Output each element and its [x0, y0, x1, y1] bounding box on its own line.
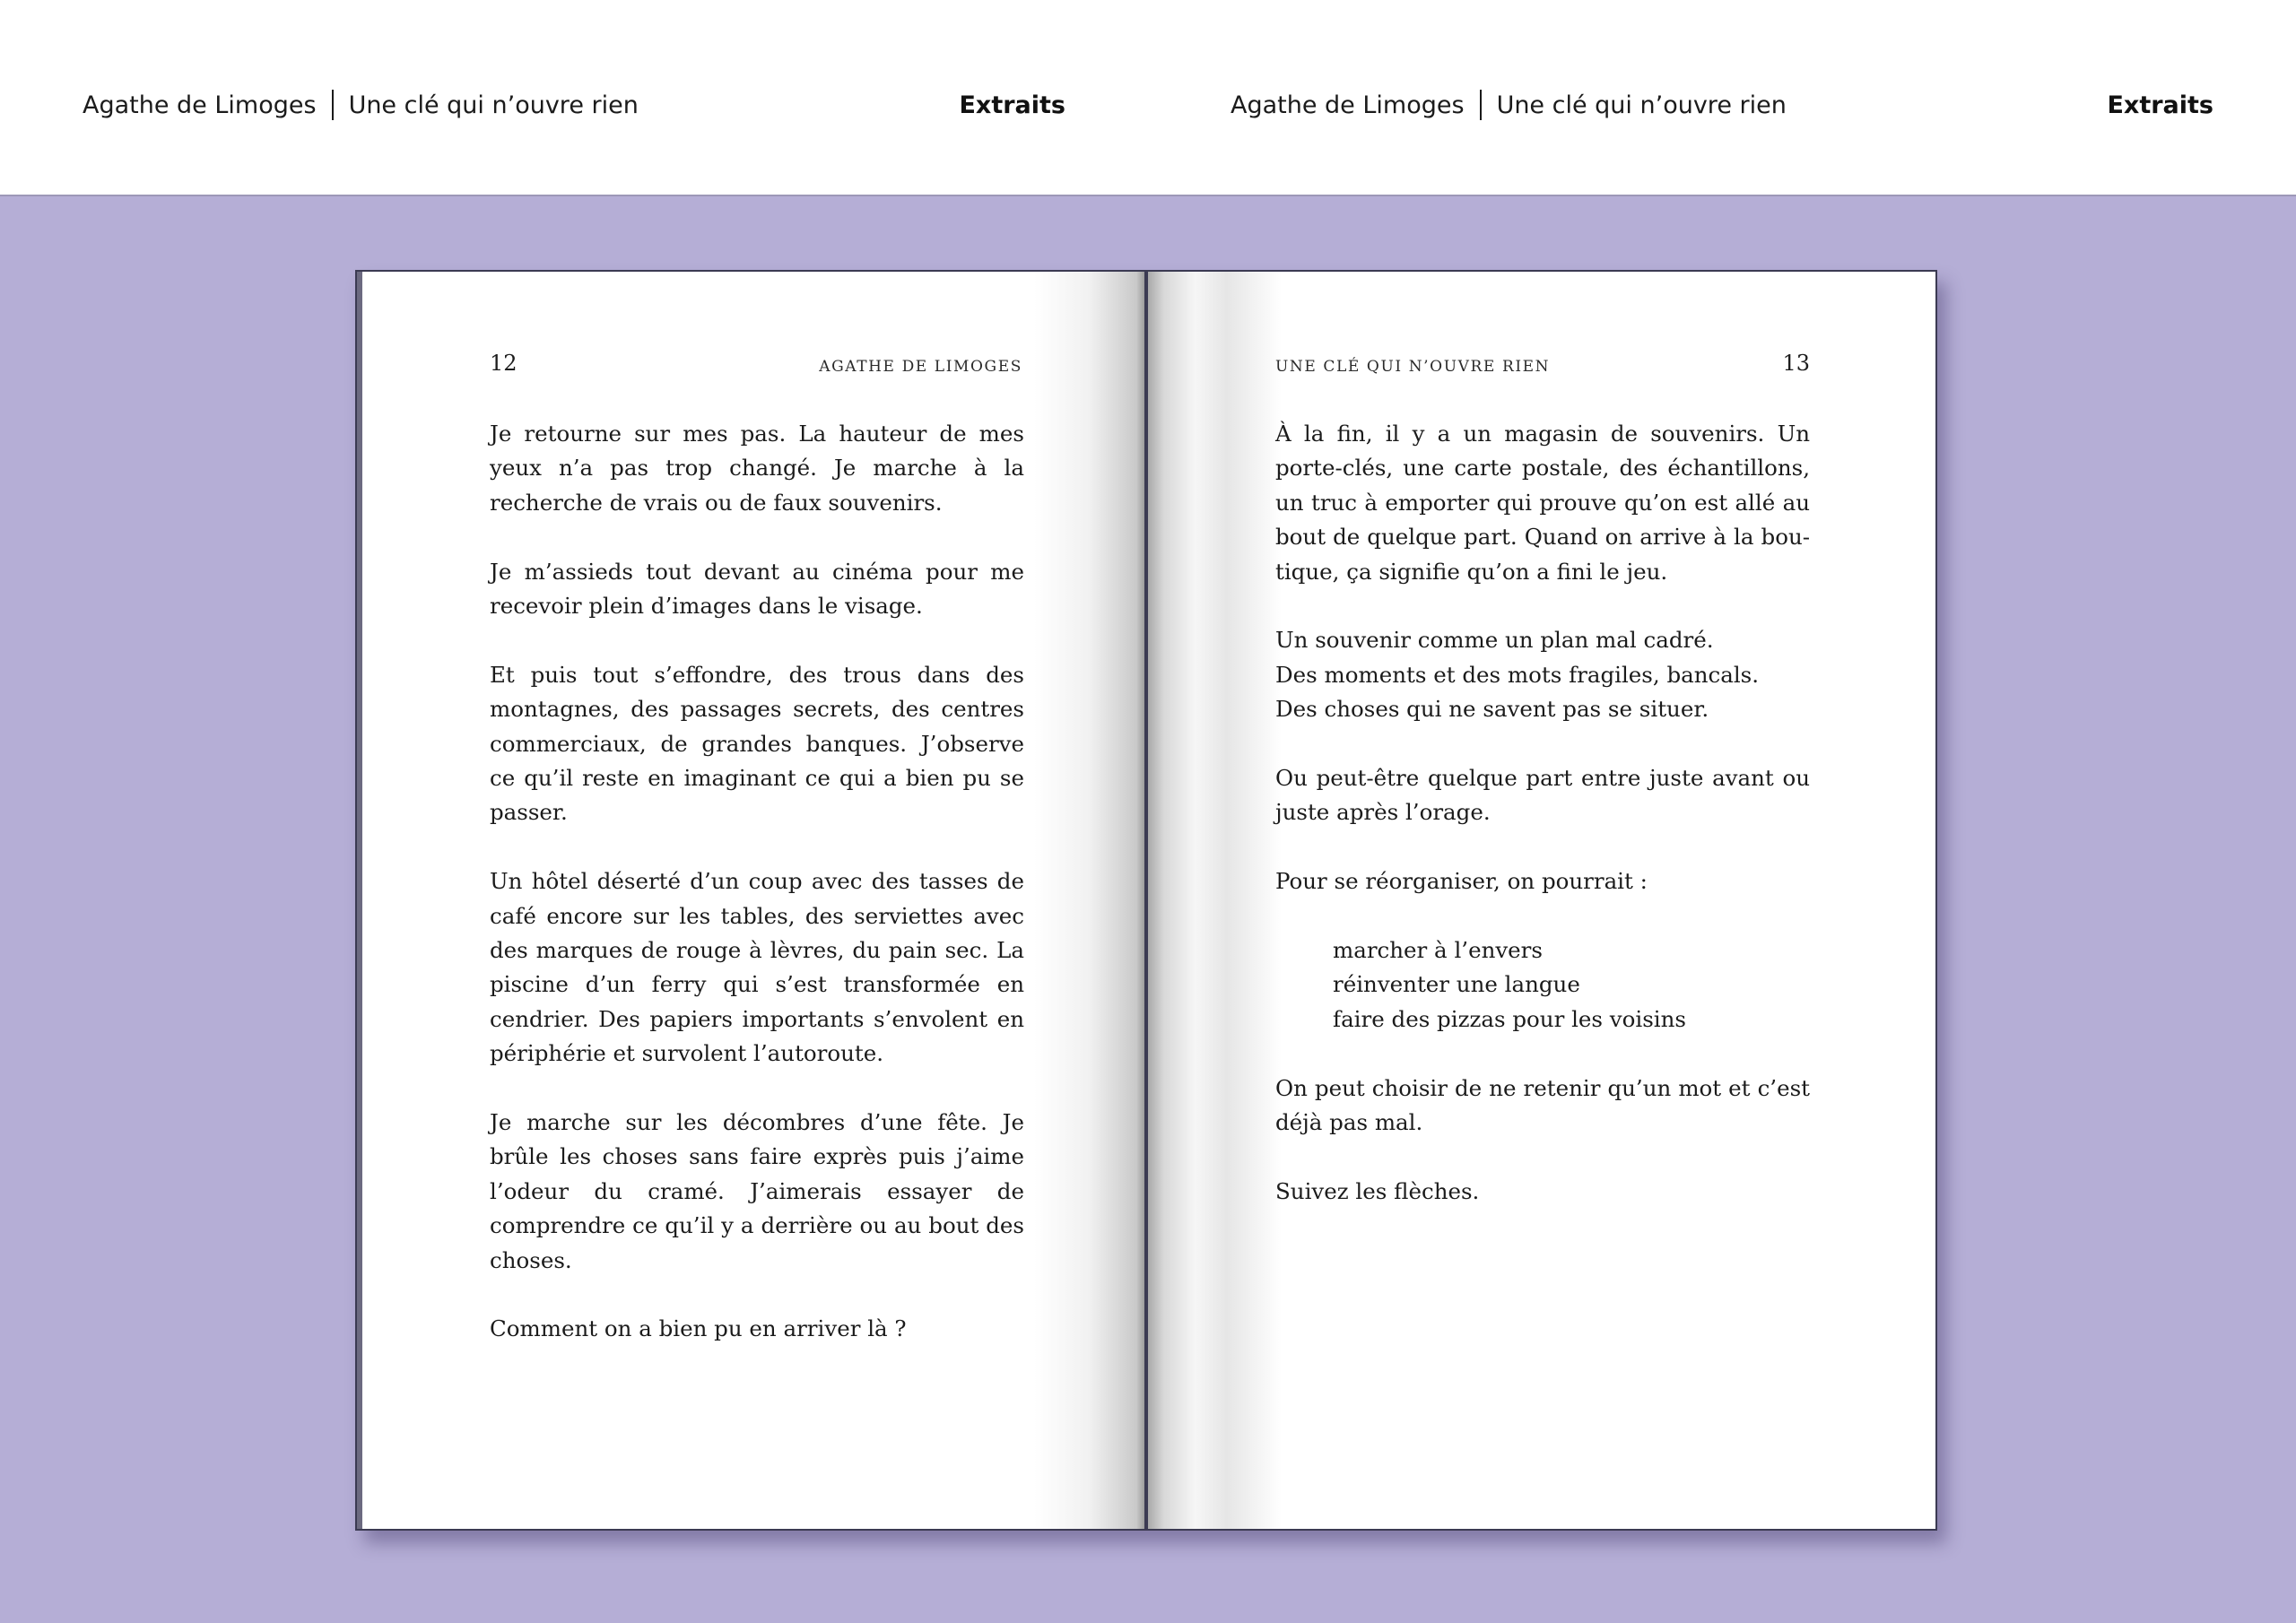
paragraph: Ou peut-être quelque part entre juste avant ou juste après l’orage.: [1275, 765, 1810, 826]
book-title: Une clé qui n’ouvre rien: [348, 91, 639, 119]
stanza: [1275, 623, 1810, 726]
section-label: Extraits: [959, 91, 1065, 119]
top-header-bar: [0, 0, 2296, 196]
header-left-credits: [83, 84, 639, 126]
stanza-line: Des moments et des mots fragiles, bancals.: [1275, 661, 1760, 688]
header-right-credits: [1231, 84, 1787, 126]
paragraph: Suivez les flèches.: [1275, 1177, 1480, 1204]
stanza-line: Des choses qui ne savent pas se situer.: [1275, 696, 1709, 723]
paragraph: Pour se réorganiser, on pourrait :: [1275, 868, 1648, 895]
paragraph: Je retourne sur mes pas. La hauteur de mes yeux n’a pas trop changé. Je marche à la recherche de vrais ou de faux souvenirs.: [490, 421, 1024, 516]
list-item: marcher à l’envers: [1333, 937, 1543, 964]
paragraph: On peut choisir de ne retenir qu’un mot et c’est déjà pas mal.: [1275, 1074, 1810, 1136]
stanza-line: Un souvenir comme un plan mal cadré.: [1275, 627, 1714, 654]
header-separator: [1480, 90, 1482, 120]
page-number: 12: [490, 351, 517, 376]
paragraph: Et puis tout s’effondre, des trous dans des montagnes, des passages secrets, des centres commerciaux, de grandes banques. J’observe ce qu’il reste en imaginant ce qui a bien pu se passer.: [490, 661, 1024, 826]
right-page: [1146, 270, 1937, 1531]
list-item: faire des pizzas pour les voisins: [1333, 1005, 1686, 1032]
list-item: réinventer une langue: [1333, 971, 1580, 998]
paragraph: À la fin, il y a un magasin de souvenirs. Un porte-clés, une carte postale, des échantillons, un truc à emporter qui prouve qu’on est allé au bout de quelque part. Quand on arrive à la boutique, ça signifie qu’on a fini le jeu.: [1275, 421, 1810, 585]
left-page-text: [490, 417, 1024, 1347]
paragraph: Je marche sur les décombres d’une fête. Je brûle les choses sans faire exprès puis j’aime l’odeur du cramé. J’aimerais essayer de comprendre ce qu’il y a derrière ou au bout des choses.: [490, 1109, 1024, 1273]
author-name: Agathe de Limoges: [83, 91, 317, 119]
author-name: Agathe de Limoges: [1231, 91, 1465, 119]
right-page-text: [1275, 417, 1810, 1209]
indented-list: [1333, 933, 1810, 1037]
paragraph: Comment on a bien pu en arriver là ?: [490, 1315, 907, 1342]
open-book-spread: [355, 270, 1937, 1531]
paragraph: Un hôtel déserté d’un coup avec des tasses de café encore sur les tables, des serviettes avec des marques de rouge à lèvres, du pain sec. La piscine d’un ferry qui s’est transformée en cendrier. Des papiers importants s’envolent en périphérie et survolent l’autoroute.: [490, 868, 1024, 1067]
running-head: UNE CLÉ QUI N’OUVRE RIEN: [1275, 358, 1551, 376]
section-label: Extraits: [2107, 91, 2213, 119]
left-page: [355, 270, 1146, 1531]
paragraph: Je m’assieds tout devant au cinéma pour me recevoir plein d’images dans le visage.: [490, 558, 1024, 620]
running-head: AGATHE DE LIMOGES: [819, 358, 1022, 376]
header-separator: [332, 90, 334, 120]
page-number: 13: [1782, 351, 1810, 376]
book-title: Une clé qui n’ouvre rien: [1496, 91, 1787, 119]
